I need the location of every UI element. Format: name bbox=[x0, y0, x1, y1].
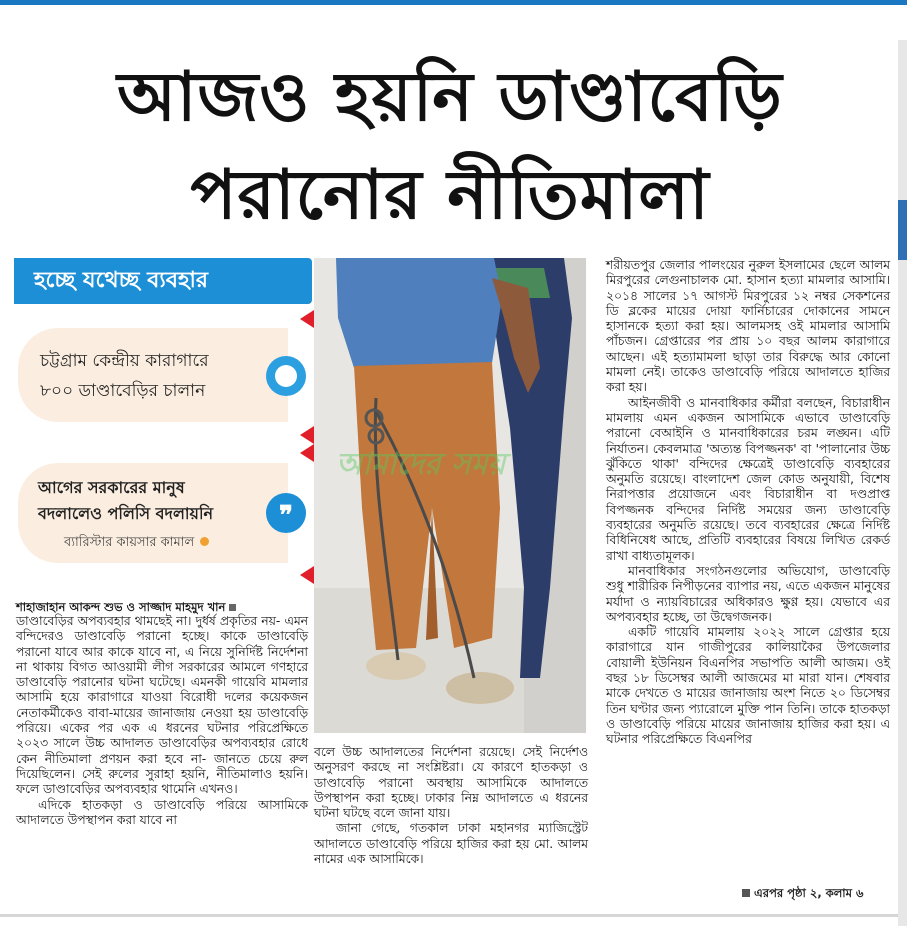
byline-text: শাহাজাহান আকন্দ শুভ ও সাজ্জাদ মাহমুদ খান bbox=[16, 600, 226, 614]
red-marker-icon bbox=[300, 426, 314, 444]
paragraph: ডাণ্ডাবেড়ির অপব্যবহার থামছেই না। দুর্ধর্ষ প্রকৃতির নয়- এমন বন্দিদেরও ডাণ্ডাবেড়ি পরানো হচ্ছে। কাকে ডাণ্ডাবেড়ি পরানো যাবে আর কাকে যাবে না, এ নিয়ে সুনির্দিষ্ট নির্দেশনা না থাকায় বিগত আওয়ামী লীগ সরকারের আমলে গণহারে ডাণ্ডাবেড়ি পরানোর ঘটনা ঘটেছে। এমনকী গায়েবি মামলার আসামি হয়ে কারাগারে যাওয়া বিরোধী দলের কয়েকজন নেতাকর্মীকেও বাবা-মায়ের জানাজায় নেওয়া হয় ডাণ্ডাবেড়ি পরিয়ে। একের পর এক এ ধরনের ঘটনার পরিপ্রেক্ষিতে ২০২৩ সালে উচ্চ আদালত ডাণ্ডাবেড়ির অপব্যবহার রোধে কেন নীতিমালা প্রণয়ন করা হবে না- জানতে চেয়ে রুল দিয়েছিলেন। সেই রুলের সুরাহা হয়নি, নীতিমালাও হয়নি। ফলে ডাণ্ডাবেড়ির অপব্যবহার থামেনি এখনও। bbox=[16, 614, 308, 797]
article-column-2 bbox=[314, 745, 588, 867]
continuation-text: এরপর পৃষ্ঠা ২, কলাম ৬ bbox=[754, 886, 864, 900]
continuation-note bbox=[742, 885, 864, 904]
quote-mark-icon: ❞ bbox=[266, 493, 306, 533]
quote-line-1: আগের সরকারের মানুষ bbox=[38, 478, 185, 497]
red-marker-icon bbox=[300, 310, 314, 328]
paragraph: শরীয়তপুর জেলার পালংয়ের নুরুল ইসলামের ছেলে আলম মিরপুরের লেগুনাচালক মো. হাসান হত্যা মামলার আসামি। ২০১৪ সালের ১৭ আগস্ট মিরপুরের ১২ নম্বর সেকশনের ডি ব্লকের মায়ের দোয়া ফার্নিচারের দোকানের সামনে হাসানকে হত্যা করা হয়। আলমসহ ওই মামলার আসামি পাঁচজন। গ্রেপ্তারের পর প্রায় ১০ বছর আলম কারাগারে আছেন। এই হত্যামামলা ছাড়া তার বিরুদ্ধে আর কোনো মামলা নেই। তাকেও ডাণ্ডাবেড়ি পরিয়ে আদালতে হাজির করা হয়। bbox=[606, 258, 890, 395]
paragraph: জানা গেছে, গতকাল ঢাকা মহানগর ম্যাজিস্ট্রেট আদালতে ডাণ্ডাবেড়ি পরিয়ে হাজির করা হয় মো. আলম নামের এক আসামিকে। bbox=[314, 821, 588, 867]
paragraph: একটি গায়েবি মামলায় ২০২২ সালে গ্রেপ্তার হয়ে কারাগারে যান গাজীপুরের কালিয়াকৈর উপজেলার বোয়ালী ইউনিয়ন বিএনপির সভাপতি আলী আজম। ওই বছর ১৮ ডিসেম্বর আলী আজমের মা মারা যান। শেষবার মাকে দেখতে ও মায়ের জানাজায় অংশ নিতে ২০ ডিসেম্বর তিন ঘণ্টার জন্য প্যারোলে মুক্তি পান তিনি। তাকে হাতকড়া ও ডাণ্ডাবেড়ি পরিয়ে মায়ের জানাজায় হাজির করা হয়। এ ঘটনার পরিপ্রেক্ষিতে বিএনপির bbox=[606, 625, 890, 747]
paragraph: আইনজীবী ও মানবাধিকার কর্মীরা বলছেন, বিচারাধীন মামলায় এমন একজন আসামিকে এভাবে ডাণ্ডাবেড়ি পরানো বেআইনি ও মানবাধিকারের চরম লঙ্ঘন। এটি নির্যাতন। কেবলমাত্র 'অত্যন্ত বিপজ্জনক' বা 'পালানোর উচ্চ ঝুঁকিতে থাকা' বন্দিদের ক্ষেত্রেই ডাণ্ডাবেড়ি ব্যবহারের অনুমতি রয়েছে। বাংলাদেশ জেল কোড অনুযায়ী, বিশেষ নিরাপত্তার প্রয়োজনে এবং বিচারাধীন বা দণ্ডপ্রাপ্ত বিপজ্জনক বন্দিদের নির্দিষ্ট সময়ের জন্য ডাণ্ডাবেড়ি ব্যবহারের অনুমতি রয়েছে। তবে ব্যবহারের ক্ষেত্রে নির্দিষ্ট বিধিনিষেধ আছে, প্রতিটি ব্যবহারের বিষয়ে লিখিত রেকর্ড রাখা বাধ্যতামূলক। bbox=[606, 395, 890, 563]
quote-author: ব্যারিস্টার কায়সার কামাল bbox=[64, 535, 195, 550]
fact-card bbox=[18, 328, 288, 422]
headline-line-1: আজও হয়নি ডাণ্ডাবেড়ি bbox=[117, 58, 783, 137]
continuation-square-icon bbox=[742, 889, 750, 897]
fact-line-1: চট্টগ্রাম কেন্দ্রীয় কারাগারে bbox=[40, 351, 209, 371]
news-photo bbox=[314, 258, 586, 733]
bottom-rule bbox=[0, 914, 898, 917]
adjacent-page-blip bbox=[898, 200, 907, 260]
headline-line-2: পরানোর নীতিমালা bbox=[190, 156, 710, 235]
adjacent-page-strip bbox=[898, 40, 907, 926]
paragraph: মানবাধিকার সংগঠনগুলোর অভিযোগ, ডাণ্ডাবেড়ি শুধু শারীরিক নিপীড়নের ব্যাপার নয়, এতে একজন মানুষের মর্যাদা ও ন্যায়বিচারের অধিকারও ক্ষুণ্ণ হয়। যেভাবে এর অপব্যবহার হচ্ছে, তা উদ্বেগজনক। bbox=[606, 563, 890, 624]
byline-square-icon bbox=[229, 604, 236, 611]
photo-watermark: আমাদের সময় bbox=[336, 447, 506, 482]
sidebar-infobox bbox=[14, 258, 314, 590]
sidebar-banner: হচ্ছে যথেচ্ছ ব্যবহার bbox=[14, 258, 312, 304]
top-rule bbox=[0, 0, 907, 5]
quote-line-2: বদলালেও পলিসি বদলায়নি bbox=[38, 504, 214, 523]
bullet-circle-icon bbox=[266, 356, 306, 396]
photo-illustration bbox=[314, 258, 586, 733]
red-marker-icon bbox=[300, 444, 314, 462]
article-column-1 bbox=[16, 614, 308, 828]
article-column-3 bbox=[606, 258, 890, 748]
paragraph: এদিকে হাতকড়া ও ডাণ্ডাবেড়ি পরিয়ে আসামিকে আদালতে উপস্থাপন করা যাবে না bbox=[16, 797, 308, 827]
quote-card bbox=[18, 463, 293, 563]
fact-line-2: ৮০০ ডাণ্ডাবেড়ির চালান bbox=[40, 381, 206, 401]
paragraph: বলে উচ্চ আদালতের নির্দেশনা রয়েছে। সেই নির্দেশও অনুসরণ করছে না সংশ্লিষ্টরা। যে কারণে হাতকড়া ও ডাণ্ডাবেড়ি পরানো অবস্থায় আসামিকে আদালতে উপস্থাপন করা হচ্ছে। ঢাকার নিম্ন আদালতে এ ধরনের ঘটনা ঘটছে বলে জানা যায়। bbox=[314, 745, 588, 821]
red-marker-icon bbox=[300, 566, 314, 584]
author-dot-icon bbox=[200, 537, 209, 546]
